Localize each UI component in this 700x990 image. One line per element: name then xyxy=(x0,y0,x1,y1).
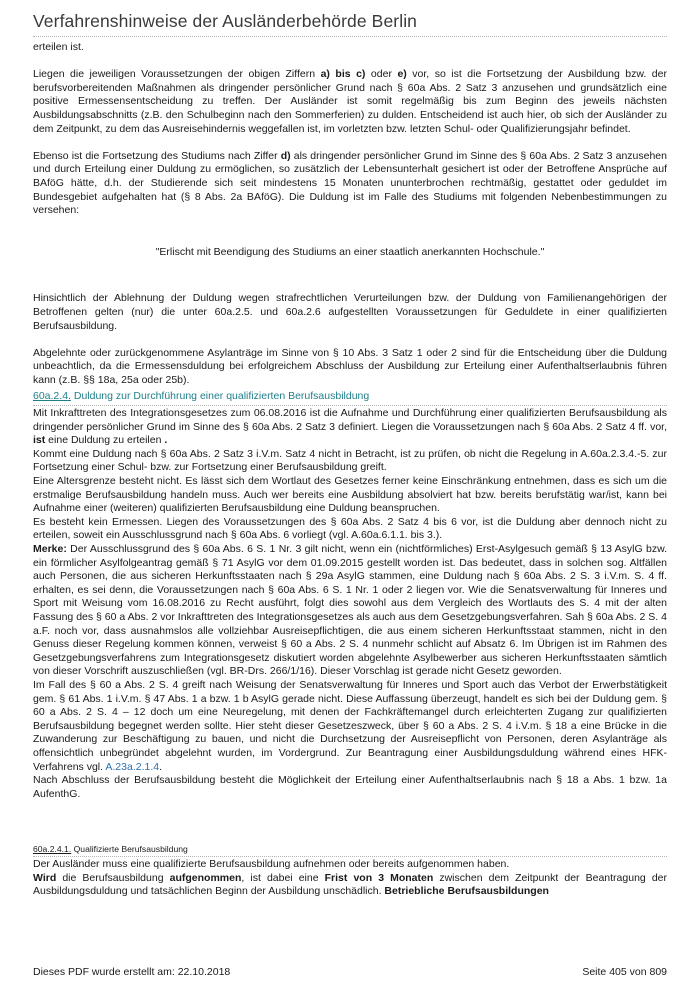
paragraph-study-continuation: Ebenso ist die Fortsetzung des Studiums nach Ziffer d) als dringender persönlicher Grund im Sinne des § 60a Abs. 2 Satz 3 anzusehen und durch Erteilung einer Duldung zu ermöglichen, so zusätzlich der Lebensunterhalt gesichert ist oder der Betroffene Ansprüche auf BAföG hätte, d.h. der Studierende sich seit mindestens 15 Monaten ununterbrochen rechtmäßig, gestattet oder geduldet im Bundesgebiet aufgehalten hat (§ 8 Abs. 2a BAföG). Die Duldung ist im Falle des Studiums mit folgenden Nebenbestimmungen zu versehen: xyxy=(33,149,667,217)
cross-reference-link[interactable]: A.23a.2.1.4 xyxy=(105,760,160,773)
section-paragraph-age-limit: Eine Altersgrenze besteht nicht. Es lässt sich dem Wortlaut des Gesetzes ferner keine Einschränkung entnehmen, dass es sich um die erstmalige Berufsausbildung handeln muss. Auch wer bereits eine Ausbildung absolviert hat bzw. bereits berufstätig war/ist, kann bei Aufnahme einer (weiteren) qualifizierten Berufsausbildung eine Duldung beanspruchen. xyxy=(33,475,667,515)
section-number-link[interactable]: 60a.2.4. xyxy=(33,390,71,403)
section-paragraph-alternative: Kommt eine Duldung nach § 60a Abs. 2 Satz 3 i.V.m. Satz 4 nicht in Betracht, ist zu prüfen, ob nicht die Regelung in A.60a.2.3.4.-5. zur Fortsetzung einer Schul- bzw. zur Fortsetzung einer Berufsausbildung greift. xyxy=(33,447,667,474)
page-footer xyxy=(33,966,667,978)
document-title: Verfahrenshinweise der Ausländerbehörde Berlin xyxy=(33,11,667,37)
section-heading[interactable]: 60a.2.4. Duldung zur Durchführung einer qualifizierten Berufsausbildung xyxy=(33,390,667,406)
subsection-paragraph-deadline: Wird die Berufsausbildung aufgenommen, ist dabei eine Frist von 3 Monaten zwischen dem Zeitpunkt der Beantragung der Ausbildungsduldung und tatsächlichen Beginn der Ausbildung unschädlich. Betriebliche Berufsausbildungen xyxy=(33,871,667,898)
section-paragraph-note: Merke: Der Ausschlussgrund des § 60a Abs. 6 S. 1 Nr. 3 gilt nicht, wenn ein (nichtförmliches) Erst-Asylgesuch gemäß § 13 AsylG bzw. ein förmlicher Asylfolgeantrag gemäß § 71 AsylG vor dem 01.09.2015 gestellt worden ist. Das bedeutet, dass in solchen sog. Altfällen auch Personen, die aus sicheren Herkunftsstaaten nach § 29a AsylG stammen, eine Duldung nach § 60a Abs. 2 S. 3 i.V.m. S. 4 ff. erhalten, es sei denn, die Voraussetzungen nach § 60a Abs. 6 S. 1 Nr. 1 oder 2 liegen vor. Wie die Senatsverwaltung für Inneres und Sport mit Weisung vom 16.08.2016 zu Recht ausführt, folgt dies sowohl aus dem Vergleich des Wortlauts des S. 4 mit der alten Fassung des § 60 a Abs. 2 vor Inkrafttreten des Integrationsgesetzes als auch aus dem Gesetzgebungsverfahren. Sah § 60a Abs. 2 S. 4 a.F. noch vor, dass ausnahmslos alle vollziehbar Ausreisepflichtigen, die aus einem sicheren Herkunftsstaat stammen, nicht in den Genuss dieser Regelung kommen können, verweist § 60 a Abs. 2 S. 4 nunmehr schlicht auf Absatz 6. Im Übrigen ist im Rahmen des Gesetzgebungsverfahrens zum Integrationsgesetz diskutiert worden abgelehnte Asylbewerber aus sicheren Herkunftsstaaten sämtlich von dieser Vorschrift auszuschließen (vgl. BR-Drs. 266/1/16). Dieser Vorschlag ist gerade nicht Gesetz geworden. xyxy=(33,543,667,678)
subsection-heading[interactable]: 60a.2.4.1. Qualifizierte Berufsausbildung xyxy=(33,843,667,857)
section-paragraph-after-training: Nach Abschluss der Berufsausbildung besteht die Möglichkeit der Erteilung einer Aufenthaltserlaubnis nach § 18 a Abs. 1 bzw. 1a AufenthG. xyxy=(33,774,667,800)
section-paragraph-no-discretion: Es besteht kein Ermessen. Liegen des Voraussetzungen des § 60a Abs. 2 Satz 4 bis 6 vor, ist die Duldung aber dennoch nicht zu erteilen, soweit ein Ausschlussgrund nach § 60a Abs. 6 vorliegt (vgl. A.60a.6.1.1. bis 3.). xyxy=(33,515,667,542)
document-page xyxy=(33,0,667,899)
section-paragraph-integration-act: Mit Inkrafttreten des Integrationsgesetzes zum 06.08.2016 ist die Aufnahme und Durchführung einer qualifizierten Berufsausbildung als dringender persönlicher Grund im Sinne des § 60a Abs. 2 Satz 3 definiert. Liegen die Voraussetzungen nach § 60a Abs. 2 Satz 4 ff. vor, ist eine Duldung zu erteilen . xyxy=(33,407,667,447)
subsection-paragraph-requirement: Der Ausländer muss eine qualifizierte Berufsausbildung aufnehmen oder bereits aufgenommen haben. xyxy=(33,858,510,871)
section-paragraph-employment-ban: Im Fall des § 60 a Abs. 2 S. 4 greift nach Weisung der Senatsverwaltung für Inneres und Sport auch das Verbot der Erwerbstätigkeit gem. § 61 Abs. 1 i.V.m. § 47 Abs. 1 a bzw. 1 b AsylG gerade nicht. Diese Auffassung überzeugt, handelt es sich bei der Duldung gem. § 60 a Abs. 2 S. 4 – 12 doch um eine Neuregelung, mit denen der Fachkräftemangel durch erleichterten Zugang zur qualifizierten Berufsausbildung begegnet werden sollte. Hier steht dieser Gesetzeszweck, über § 60 a Abs. 2 S. 4 i.V.m. § 18 a eine Brücke in die Zuwanderung zur Beschäftigung zu bauen, und nicht die Durchsetzung der Ausreisepflicht von Personen, deren Asylanträge als offensichtlich unbegründet abgelehnt wurden, im Vordergrund. Zur Beantragung einer Ausbildungsduldung während eines HFK-Verfahrens vgl. A.23a.2.1.4. xyxy=(33,678,667,773)
subsection-number-link[interactable]: 60a.2.4.1. xyxy=(33,844,72,855)
page-number: Seite 405 von 809 xyxy=(582,966,667,978)
creation-date: Dieses PDF wurde erstellt am: 22.10.2018 xyxy=(33,966,231,978)
ancillary-provision-quote: "Erlischt mit Beendigung des Studiums an einer staatlich anerkannten Hochschule." xyxy=(155,245,545,258)
paragraph-continuation-rules: Liegen die jeweiligen Voraussetzungen der obigen Ziffern a) bis c) oder e) vor, so ist die Fortsetzung der Ausbildung bzw. der berufsvorbereitenden Maßnahmen als dringender persönlicher Grund nach § 60a Abs. 2 Satz 3 anzusehen und grundsätzlich eine positive Ermessensentscheidung zu treffen. Der Ausländer ist somit regelmäßig bis zum Beginn des jeweils nächsten Ausbildungsabschnitts (z.B. den Schulbeginn nach den Sommerferien) zu dulden. Entscheidend ist auch hier, ob sich der Ausländer zu dem Zeitpunkt, zu dem das Ausreisehindernis weggefallen ist, im vorletzten bzw. letzten Schul- oder Qualifizierungsjahr befindet. xyxy=(33,68,667,135)
paragraph-asylum-applications: Abgelehnte oder zurückgenommene Asylanträge im Sinne von § 10 Abs. 3 Satz 1 oder 2 sind für die Entscheidung über die Duldung unbeachtlich, da die Ermessensduldung bei erfolgreichem Abschluss der Ausbildung zur Erteilung einer Aufenthaltserlaubnis führen kann (z.B. §§ 18a, 25a oder 25b). xyxy=(33,346,667,386)
continued-paragraph: erteilen ist. xyxy=(33,41,84,53)
paragraph-rejection-rules: Hinsichtlich der Ablehnung der Duldung wegen strafrechtlichen Verurteilungen bzw. der Duldung von Familienangehörigen der Betroffenen gelten (nur) die unter 60a.2.5. und 60a.2.6 aufgestellten Voraussetzungen für Geduldete in einer qualifizierten Berufsausbildung. xyxy=(33,292,667,332)
